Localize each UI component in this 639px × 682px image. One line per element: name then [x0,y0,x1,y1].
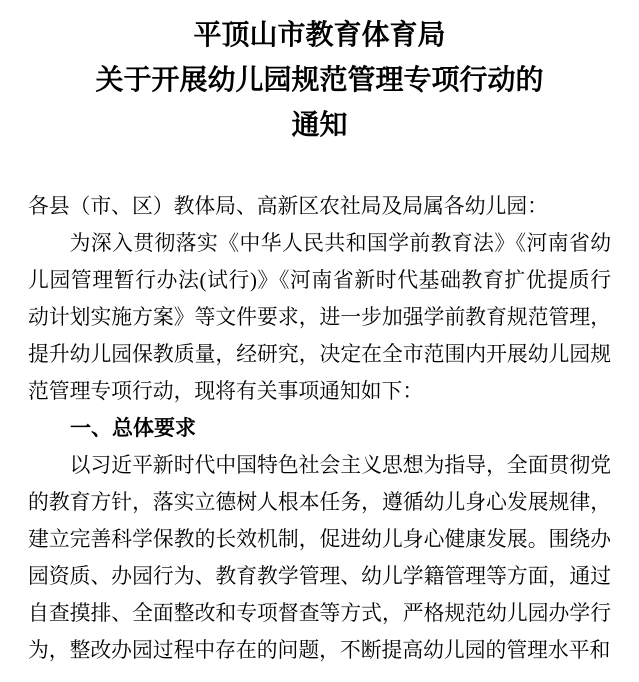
title-line-notice: 通知 [291,110,348,141]
document-content [28,188,611,669]
section-heading: 一、总体要求 [70,417,196,440]
title-line-issuer: 平顶山市教育体育局 [193,20,446,51]
title-line-subject: 关于开展幼儿园规范管理专项行动的 [95,65,544,96]
body-paragraph: 为深入贯彻落实《中华人民共和国学前教育法》《河南省幼儿园管理暂行办法(试行)》《河南省新时代基础教育扩优提质行动计划实施方案》等文件要求，进一步加强学前教育规范管理，提升幼儿园保教质量，经研究，决定在全市范围内开展幼儿园规范管理专项行动，现将有关事项通知如下： [28,232,611,403]
document-body [28,225,611,669]
salutation-line: 各县（市、区）教体局、高新区农社局及局属各幼儿园： [28,195,548,218]
document-title [28,13,611,148]
body-paragraph: 以习近平新时代中国特色社会主义思想为指导，全面贯彻党的教育方针，落实立德树人根本任务，遵循幼儿身心发展规律，建立完善科学保教的长效机制，促进幼儿身心健康发展。围绕办园资质、办园行为、教育教学管理、幼儿学籍管理等方面，通过自查摸排、全面整改和专项督查等方式，严格规范幼儿园办学行为，整改办园过程中存在的问题，不断提高幼儿园的管理水平和 [28,454,611,662]
